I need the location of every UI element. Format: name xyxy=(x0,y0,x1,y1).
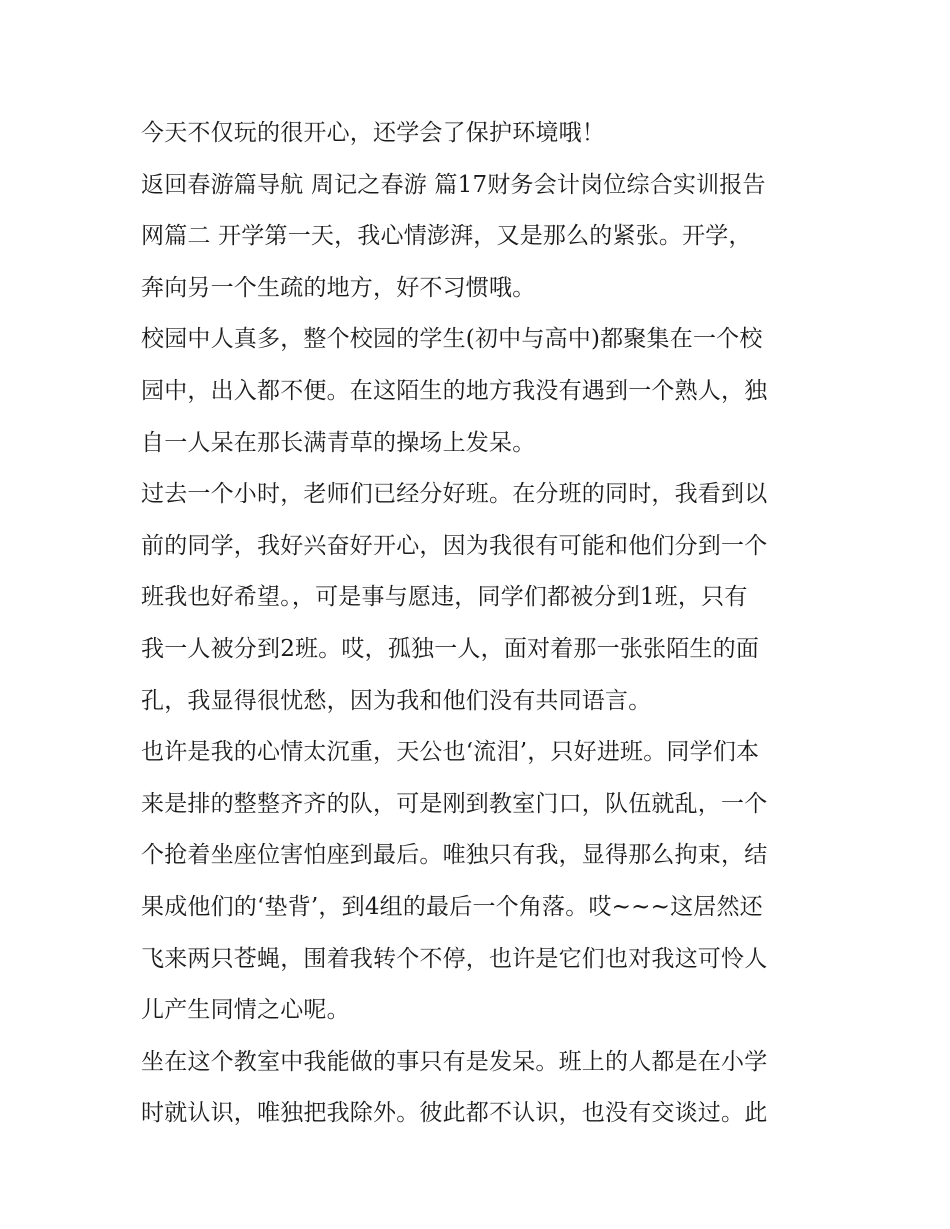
text-line: 时就认识，唯独把我除外。彼此都不认识，也没有交谈过。此 xyxy=(141,1100,768,1127)
text-line: 网篇二 开学第一天，我心情澎湃，又是那么的紧张。开学， xyxy=(141,223,752,250)
text-line: 园中，出入都不便。在这陌生的地方我没有遇到一个熟人，独 xyxy=(141,377,768,404)
text-line: 果成他们的‘垫背’，到4组的最后一个角落。哎~~~这居然还 xyxy=(141,893,763,920)
text-line: 返回春游篇导航 周记之春游 篇17财务会计岗位综合实训报告 xyxy=(141,171,766,198)
text-line: 今天不仅玩的很开心，还学会了保护环境哦！ xyxy=(141,120,605,146)
text-line: 自一人呆在那长满青草的操场上发呆。 xyxy=(141,429,536,456)
text-line: 个抢着坐座位害怕座到最后。唯独只有我，显得那么拘束，结 xyxy=(141,842,768,869)
text-line: 来是排的整整齐齐的队，可是刚到教室门口，队伍就乱，一个 xyxy=(141,790,768,817)
text-line: 我一人被分到2班。哎，孤独一人，面对着那一张张陌生的面 xyxy=(141,635,760,662)
text-line: 前的同学，我好兴奋好开心，因为我很有可能和他们分到一个 xyxy=(141,532,768,559)
text-line: 孔，我显得很忧愁，因为我和他们没有共同语言。 xyxy=(141,687,652,714)
text-line: 班我也好希望。，可是事与愿违，同学们都被分到1班，只有 xyxy=(141,584,748,611)
text-line: 奔向另一个生疏的地方，好不习惯哦。 xyxy=(141,274,536,301)
text-line: 飞来两只苍蝇，围着我转个不停，也许是它们也对我这可怜人 xyxy=(141,945,768,972)
text-line: 过去一个小时，老师们已经分好班。在分班的同时，我看到以 xyxy=(141,481,768,508)
text-line: 儿产生同情之心呢。 xyxy=(141,997,350,1024)
text-line: 坐在这个教室中我能做的事只有是发呆。班上的人都是在小学 xyxy=(141,1048,768,1075)
text-line: 校园中人真多，整个校园的学生(初中与高中)都聚集在一个校 xyxy=(141,326,763,353)
text-line: 也许是我的心情太沉重，天公也‘流泪’，只好进班。同学们本 xyxy=(141,739,760,766)
document-body xyxy=(141,108,821,1140)
